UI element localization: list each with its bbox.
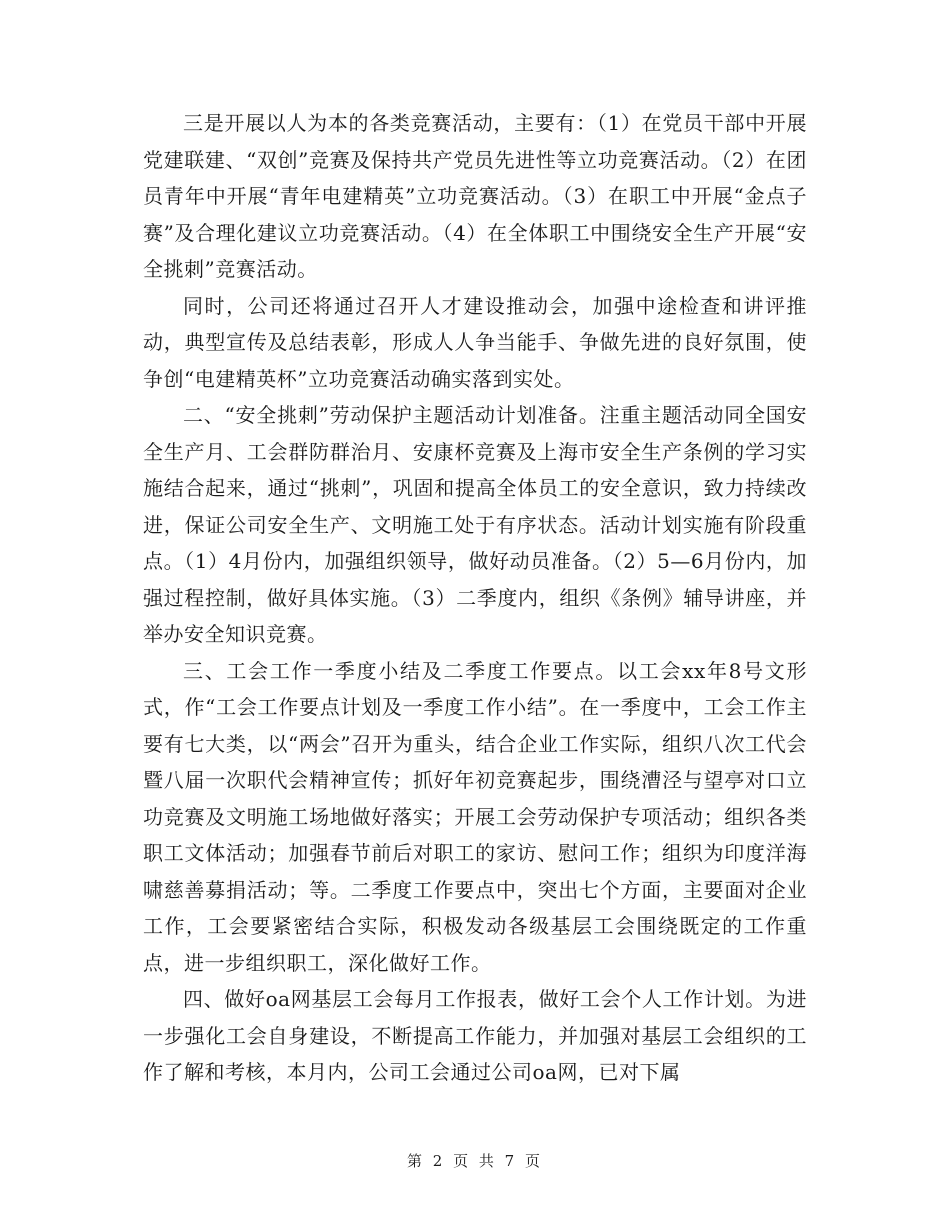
paragraph-safety-activity: 二、“安全挑刺”劳动保护主题活动计划准备。注重主题活动同全国安全生产月、工会群防群治月、安康杯竞赛及上海市安全生产条例的学习实施结合起来，通过“挑刺”，巩固和提高全体员工的安全意识，致力持续改进，保证公司安全生产、文明施工处于有序状态。活动计划实施有阶段重点。（1）4月份内，加强组织领导，做好动员准备。（2）5—6月份内，加强过程控制，做好具体实施。（3）二季度内，组织《条例》辅导讲座，并举办安全知识竞赛。 [143, 403, 807, 646]
document-body [143, 105, 807, 1091]
paragraph-oa-reports: 四、做好oa网基层工会每月工作报表，做好工会个人工作计划。为进一步强化工会自身建设，不断提高工作能力，并加强对基层工会组织的工作了解和考核，本月内，公司工会通过公司oa网，已对下属 [143, 987, 807, 1084]
paragraph-competitions: 三是开展以人为本的各类竞赛活动，主要有：（1）在党员干部中开展党建联建、“双创”竞赛及保持共产党员先进性等立功竞赛活动。（2）在团员青年中开展“青年电建精英”立功竞赛活动。（3）在职工中开展“金点子赛”及合理化建议立功竞赛活动。（4）在全体职工中围绕安全生产开展“安全挑刺”竞赛活动。 [143, 111, 807, 281]
paragraph-quarter-summary: 三、工会工作一季度小结及二季度工作要点。以工会xx年8号文形式，作“工会工作要点计划及一季度工作小结”。在一季度中，工会工作主要有七大类，以“两会”召开为重头，结合企业工作实际，组织八次工代会暨八届一次职代会精神宣传；抓好年初竞赛起步，围绕漕泾与望亭对口立功竞赛及文明施工场地做好落实；开展工会劳动保护专项活动；组织各类职工文体活动；加强春节前后对职工的家访、慰问工作；组织为印度洋海啸慈善募捐活动；等。二季度工作要点中，突出七个方面，主要面对企业工作，工会要紧密结合实际，积极发动各级基层工会围绕既定的工作重点，进一步组织职工，深化做好工作。 [143, 658, 807, 975]
page-number-footer: 第 2 页 共 7 页 [407, 1152, 543, 1170]
paragraph-talent-meeting: 同时，公司还将通过召开人才建设推动会，加强中途检查和讲评推动，典型宣传及总结表彰，形成人人争当能手、争做先进的良好氛围，使争创“电建精英杯”立功竞赛活动确实落到实处。 [143, 293, 807, 391]
